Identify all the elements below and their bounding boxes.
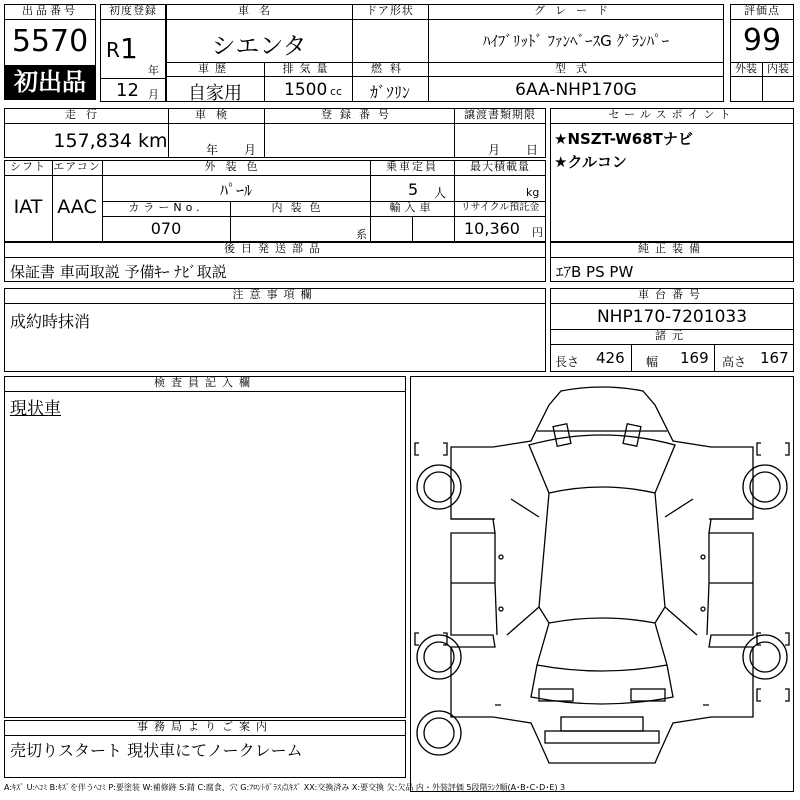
- era: R: [106, 38, 120, 62]
- recycle-fee-unit: 円: [532, 226, 543, 239]
- inspection-label: 車検: [195, 108, 237, 121]
- history: 自家用: [188, 83, 242, 104]
- recycle-fee: 10,360: [464, 219, 520, 238]
- exterior-color-label: 外装色: [204, 160, 268, 173]
- import-label: 輸入車: [389, 201, 435, 214]
- score-label: 評価点: [744, 4, 780, 17]
- width-label: 幅: [646, 355, 659, 369]
- first-registration-label: 初度登録: [109, 4, 157, 17]
- displacement-label: 排気量: [282, 62, 334, 75]
- inspector-box: [4, 376, 406, 718]
- mileage-label: 走行: [65, 108, 107, 121]
- fuel: ｶﾞｿﾘﾝ: [369, 83, 410, 102]
- caution-label: 注意事項欄: [232, 288, 318, 301]
- interior-color-label: 内装色: [271, 201, 329, 214]
- height: 167: [760, 349, 789, 367]
- transfer-day-unit: 日: [526, 143, 539, 157]
- displacement-unit: cc: [330, 85, 343, 98]
- legend-text: A:ｷｽﾞ U:ﾍｺﾐ B:ｷｽﾞを伴うﾍｺﾐ P:要塗装 W:補修跡 S:錆 C:腐食、穴 G:ﾌﾛﾝﾄｶﾞﾗｽ点ｷｽﾞ XX:交換済み X:要交換 欠:欠品 内・外装評価 5段階ﾗﾝｸ順(A･B･C･D･E) 3: [4, 783, 566, 792]
- score: 99: [742, 23, 782, 58]
- recycle-fee-label: リサイクル預託金: [460, 202, 540, 213]
- transfer-deadline-label: 譲渡書類期限: [464, 108, 536, 121]
- chassis-number: NHP170-7201033: [596, 307, 748, 327]
- inspection-month-unit: 月: [244, 143, 257, 157]
- shift: IAT: [13, 196, 43, 218]
- year-unit: 年: [148, 64, 159, 77]
- car-name: シエンタ: [211, 32, 307, 60]
- exterior-color: ﾊﾟｰﾙ: [219, 181, 252, 200]
- max-load-unit: kg: [526, 186, 540, 199]
- caution-text: 成約時抹消: [10, 312, 91, 331]
- later-parts-label: 後日発送部品: [224, 242, 326, 255]
- aircon-label: エアコン: [53, 160, 101, 173]
- color-number: 070: [150, 219, 182, 238]
- car-diagram: [410, 376, 794, 792]
- registration-month: 12: [116, 80, 139, 101]
- mileage-unit: km: [138, 130, 168, 152]
- equipment-label: 純正装備: [638, 242, 706, 255]
- seats-unit: 人: [434, 186, 447, 200]
- height-label: 高さ: [722, 355, 747, 369]
- office-label: 事務局よりご案内: [137, 720, 273, 733]
- month-unit: 月: [148, 88, 159, 101]
- seats-label: 乗車定員: [386, 160, 438, 173]
- sales-point-label: セールスポイント: [608, 108, 736, 121]
- model-label: 型式: [555, 62, 597, 75]
- office-text: 売切りスタート 現状車にてノークレーム: [10, 741, 303, 760]
- length: 426: [596, 349, 625, 367]
- registration-year: 1: [120, 32, 138, 65]
- transfer-month-unit: 月: [488, 143, 501, 157]
- grade: ﾊｲﾌﾞﾘｯﾄﾞ ﾌｧﾝﾍﾞｰｽG ｸﾞﾗﾝﾊﾟｰ: [482, 32, 670, 50]
- sales-point-1: ★NSZT-W68Tナビ: [554, 130, 693, 148]
- registration-number-label: 登録番号: [321, 108, 397, 121]
- color-number-label: カラーNo.: [128, 201, 204, 214]
- history-label: 車歴: [198, 62, 232, 75]
- equipment: ｴｱB PS PW: [556, 263, 634, 281]
- lot-number: 5570: [11, 24, 89, 59]
- specs-label: 諸元: [655, 329, 689, 342]
- inspector-text: 現状車: [10, 399, 61, 419]
- length-label: 長さ: [555, 355, 580, 369]
- chassis-label: 車台番号: [638, 288, 706, 301]
- grade-label: グレード: [534, 4, 618, 17]
- first-listing-badge: 初出品: [5, 65, 95, 99]
- max-load-label: 最大積載量: [470, 160, 530, 173]
- sales-point-2: ★クルコン: [554, 153, 627, 171]
- shift-label: シフト: [10, 160, 46, 173]
- interior-color-unit: 系: [356, 228, 367, 241]
- car-name-label: 車名: [238, 4, 280, 17]
- interior-label: 内装: [767, 62, 789, 75]
- width: 169: [680, 349, 709, 367]
- displacement: 1500: [284, 80, 328, 100]
- lot-number-label: 出品番号: [22, 4, 78, 17]
- inspection-year-unit: 年: [206, 143, 219, 157]
- exterior-label: 外装: [735, 62, 757, 75]
- model-code: 6AA-NHP170G: [515, 80, 637, 100]
- later-parts: 保証書 車両取説 予備ｷｰ ﾅﾋﾞ取説: [10, 263, 227, 281]
- fuel-label: 燃料: [371, 62, 409, 75]
- inspector-label: 検査員記入欄: [154, 376, 256, 389]
- door-type-label: ドア形状: [366, 4, 414, 17]
- mileage: 157,834: [53, 130, 132, 152]
- aircon: AAC: [57, 196, 97, 218]
- seats: 5: [408, 180, 419, 199]
